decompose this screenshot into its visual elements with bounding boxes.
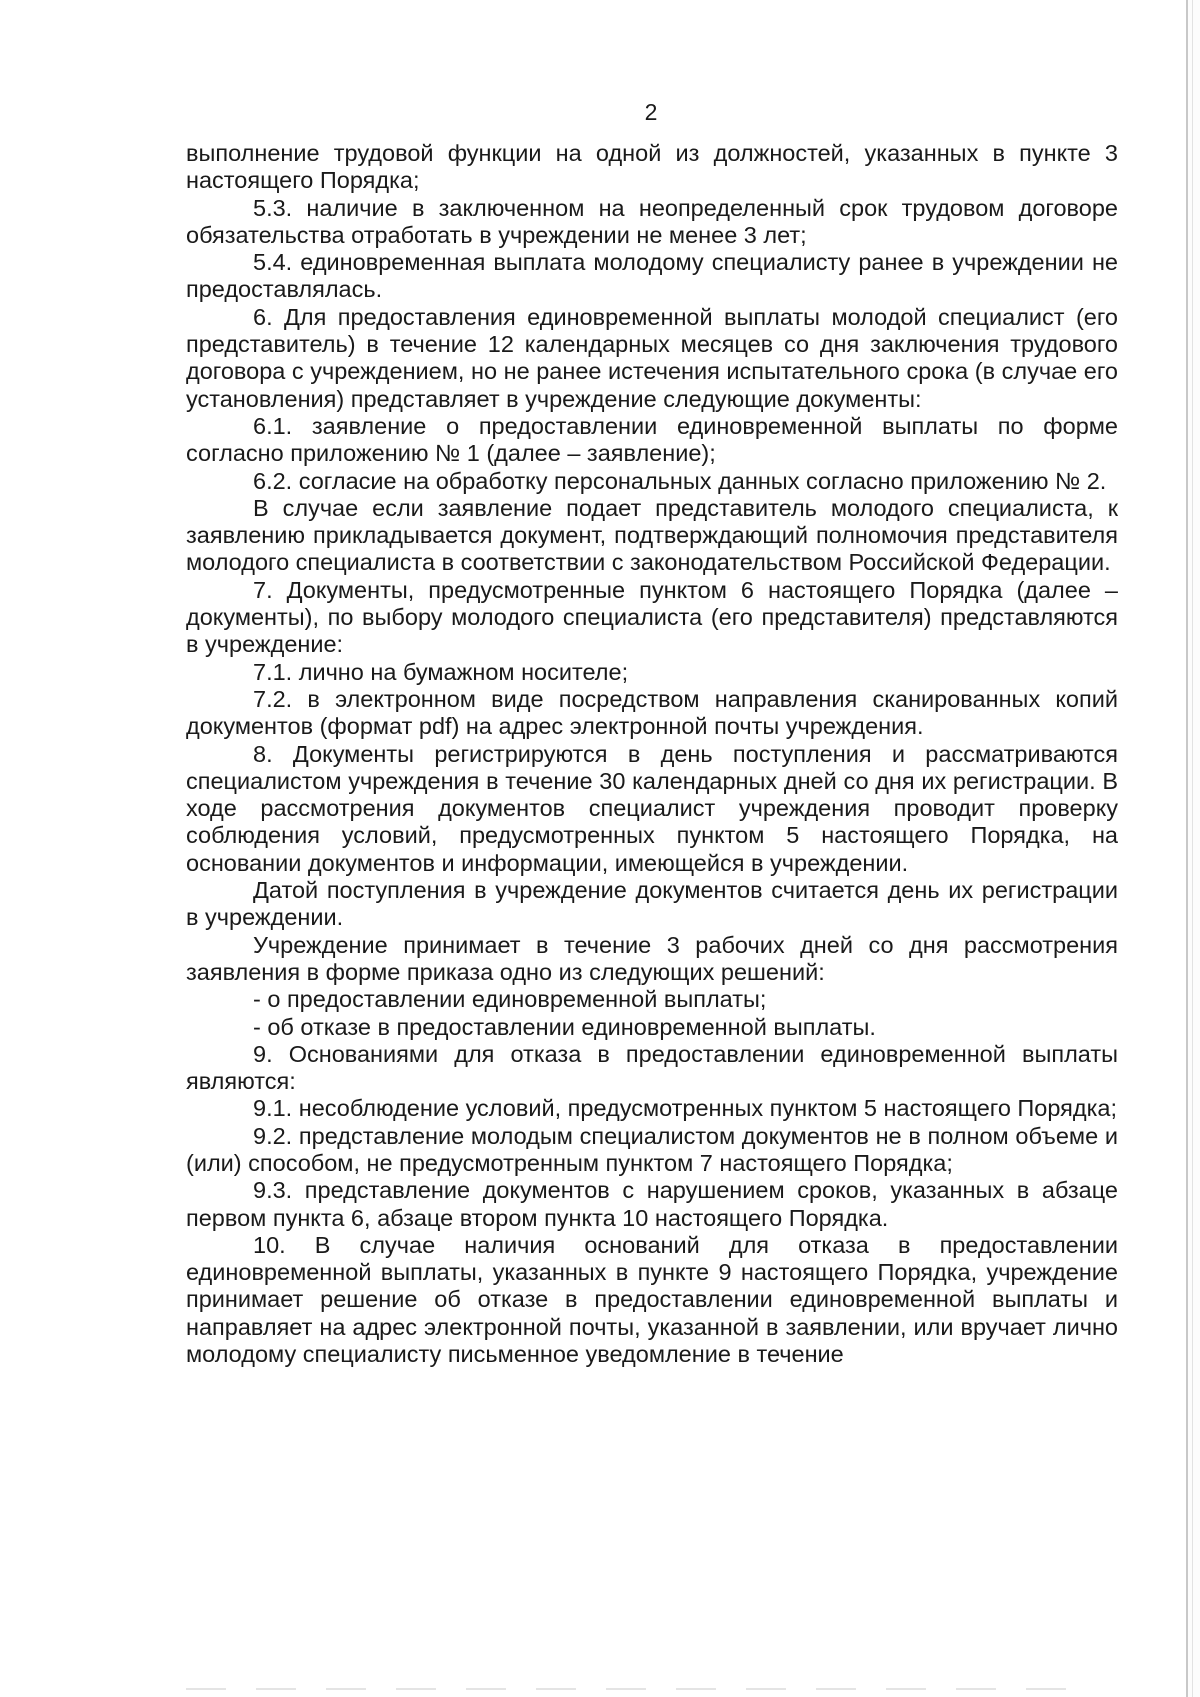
paragraph-6-2: 6.2. согласие на обработку персональных данных согласно приложению № 2. — [253, 467, 1107, 494]
list-item-refusal: - об отказе в предоставлении единовременной выплаты. — [253, 1013, 876, 1040]
paragraph-5-4: 5.4. единовременная выплата молодому специалисту ранее в учреждении не предоставлялась. — [186, 249, 1118, 303]
scan-artifact-line — [186, 1688, 1086, 1690]
paragraph-9-1: 9.1. несоблюдение условий, предусмотренных пунктом 5 настоящего Порядка; — [253, 1095, 1118, 1122]
paragraph-continuation: выполнение трудовой функции на одной из должностей, указанных в пункте 3 настоящего Порядка; — [186, 140, 1118, 194]
paragraph-8: 8. Документы регистрируются в день поступления и рассматриваются специалистом учреждения в течение 30 календарных дней со дня их регистрации. В ходе рассмотрения документов специалист учреждения проводит проверку соблюдения условий, предусмотренных пунктом 5 настоящего Порядка, на основании документов и информации, имеющейся в учреждении. — [186, 740, 1118, 876]
paragraph-receipt-date: Датой поступления в учреждение документов считается день их регистрации в учреждении. — [186, 877, 1118, 931]
paragraph-7: 7. Документы, предусмотренные пунктом 6 настоящего Порядка (далее – документы), по выбору молодого специалиста (его представителя) представляются в учреждение: — [186, 576, 1118, 658]
paragraph-9-2: 9.2. представление молодым специалистом документов не в полном объеме и (или) способом, не предусмотренным пунктом 7 настоящего Порядка; — [186, 1122, 1118, 1176]
paragraph-5-3: 5.3. наличие в заключенном на неопределенный срок трудовом договоре обязательства отработать в учреждении не менее 3 лет; — [186, 194, 1118, 248]
paragraph-10: 10. В случае наличия оснований для отказа в предоставлении единовременной выплаты, указанных в пункте 9 настоящего Порядка, учреждение принимает решение об отказе в предоставлении единовременной выплаты и направляет на адрес электронной почты, указанной в заявлении, или вручает лично молодому специалисту письменное уведомление в течение — [186, 1231, 1118, 1368]
paragraph-representative: В случае если заявление подает представитель молодого специалиста, к заявлению прикладывается документ, подтверждающий полномочия представителя молодого специалиста в соответствии с законодательством Российской Федерации. — [186, 494, 1118, 576]
paragraph-decision: Учреждение принимает в течение 3 рабочих дней со дня рассмотрения заявления в форме приказа одно из следующих решений: — [186, 931, 1118, 985]
list-item-grant: - о предоставлении единовременной выплаты; — [253, 986, 767, 1013]
paragraph-7-2: 7.2. в электронном виде посредством направления сканированных копий документов (формат pdf) на адрес электронной почты учреждения. — [186, 685, 1118, 740]
paragraph-7-1: 7.1. лично на бумажном носителе; — [253, 658, 629, 685]
paragraph-9-3: 9.3. представление документов с нарушением сроков, указанных в абзаце первом пункта 6, абзаце втором пункта 10 настоящего Порядка. — [186, 1177, 1118, 1231]
page-edge-shadow — [1192, 0, 1193, 1697]
page-number: 2 — [644, 99, 658, 125]
page-edge — [1186, 0, 1188, 1697]
paragraph-6-1: 6.1. заявление о предоставлении единовременной выплаты по форме согласно приложению № 1 (далее – заявление); — [186, 412, 1118, 467]
paragraph-9: 9. Основаниями для отказа в предоставлении единовременной выплаты являются: — [186, 1040, 1118, 1095]
paragraph-6: 6. Для предоставления единовременной выплаты молодой специалист (его представитель) в течение 12 календарных месяцев со дня заключения трудового договора с учреждением, но не ранее истечения испытательного срока (в случае его установления) представляет в учреждение следующие документы: — [186, 303, 1118, 412]
document-body — [186, 140, 1118, 1368]
